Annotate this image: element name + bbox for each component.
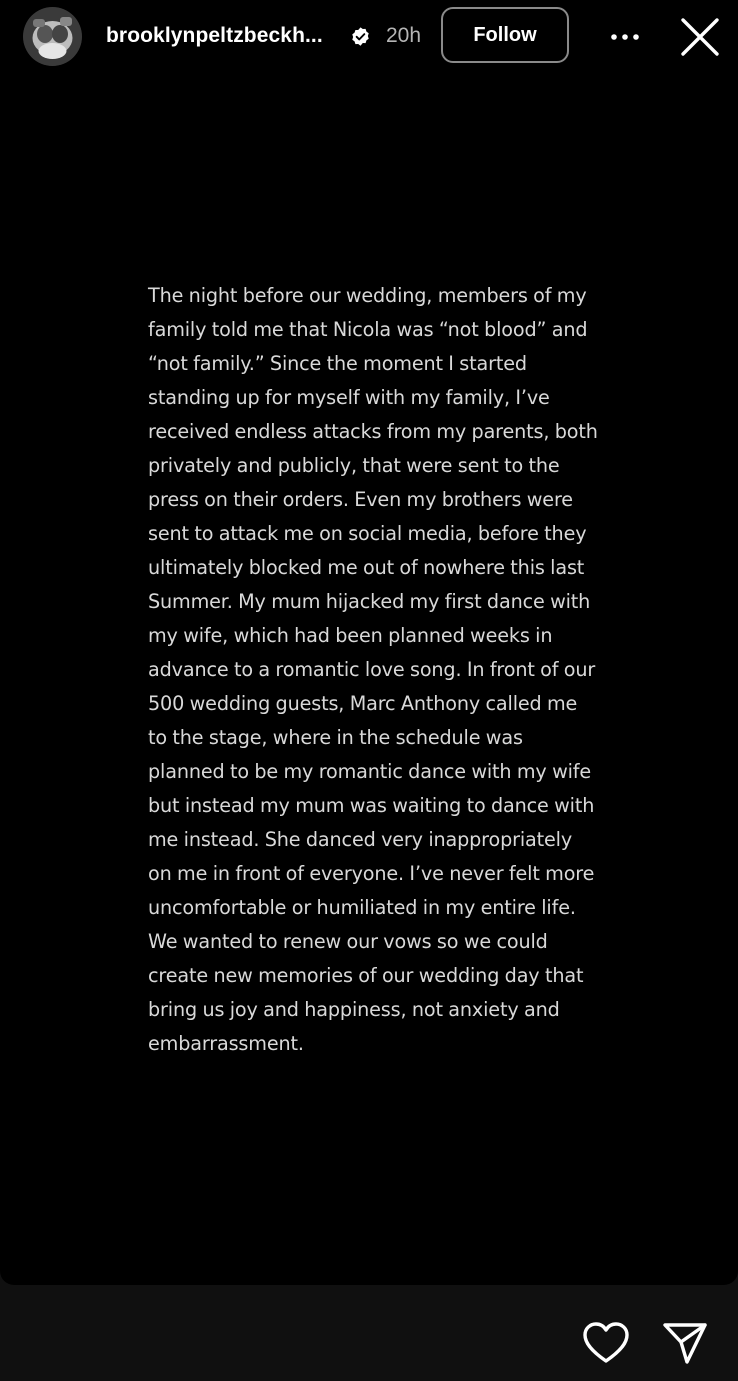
verified-badge-icon xyxy=(350,26,371,47)
story-text: The night before our wedding, members of my family told me that Nicola was “not blood” and “not family.” Since the moment I started standing up for myself with my family, I’ve received endless attacks from my parents, both privately and publicly, that were sent to the press on their orders. Even my brothers were sent to attack me on social media, before they ultimately blocked me out of nowhere this last Summer. My mum hijacked my first dance with my wife, which had been planned weeks in advance to a romantic love song. In front of our 500 wedding guests, Marc Anthony called me to the stage, where in the schedule was planned to be my romantic dance with my wife but instead my mum was waiting to dance with me instead. She danced very inappropriately on me in front of everyone. I’ve never felt more uncomfortable or humiliated in my entire life. We wanted to renew our vows so we could create new memories of our wedding day that bring us joy and happiness, not anxiety and embarrassment. xyxy=(148,284,598,1055)
more-options-icon[interactable] xyxy=(603,22,647,52)
story-header xyxy=(0,0,738,74)
post-time: 20h xyxy=(386,24,422,47)
avatar-image xyxy=(23,7,82,66)
send-icon[interactable] xyxy=(661,1321,709,1365)
avatar[interactable] xyxy=(23,7,82,66)
username[interactable]: brooklynpeltzbeckh... xyxy=(106,24,323,47)
heart-icon[interactable] xyxy=(582,1321,630,1365)
follow-button[interactable]: Follow xyxy=(441,7,569,63)
close-icon[interactable] xyxy=(676,13,724,61)
story-footer xyxy=(0,1285,738,1381)
